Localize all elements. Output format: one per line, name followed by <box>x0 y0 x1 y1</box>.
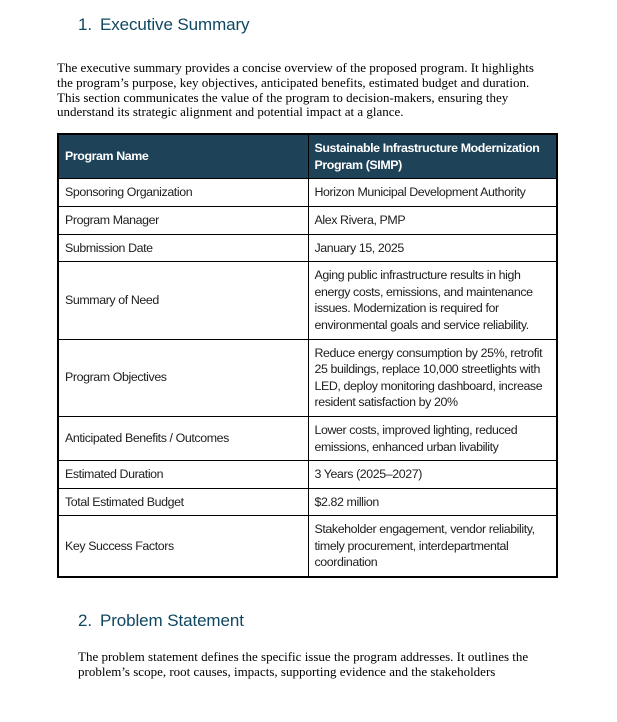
table-row <box>58 461 557 489</box>
table-row <box>58 416 557 460</box>
row-label-cell: Summary of Need <box>58 262 308 339</box>
section-1-number: 1. <box>78 15 92 34</box>
executive-summary-table <box>57 133 558 578</box>
row-label-cell: Program Objectives <box>58 339 308 416</box>
row-value-cell: Reduce energy consumption by 25%, retrofit 25 buildings, replace 10,000 streetlights with LED, deploy monitoring dashboard, increase resident satisfaction by 20% <box>308 339 557 416</box>
section-2-number: 2. <box>78 611 92 631</box>
row-value-cell: Aging public infrastructure results in high energy costs, emissions, and maintenance issues. Modernization is required for environmental goals and service reliability. <box>308 262 557 339</box>
row-label-cell: Total Estimated Budget <box>58 488 308 516</box>
section-2-heading <box>0 578 617 631</box>
row-value-cell: $2.82 million <box>308 488 557 516</box>
row-value-cell: Alex Rivera, PMP <box>308 206 557 234</box>
section-2-title: Problem Statement <box>100 611 244 631</box>
row-label-cell: Key Success Factors <box>58 516 308 577</box>
table-row <box>58 488 557 516</box>
row-value-cell: Lower costs, improved lighting, reduced emissions, enhanced urban livability <box>308 416 557 460</box>
table-row <box>58 516 557 577</box>
table-row <box>58 179 557 207</box>
table-row <box>58 262 557 339</box>
section-2-paragraph: The problem statement defines the specific issue the program addresses. It outlines the problem’s scope, root causes, impacts, supporting evidence and the stakeholders <box>78 649 529 679</box>
table-row <box>58 234 557 262</box>
row-label-cell: Sponsoring Organization <box>58 179 308 207</box>
row-value-cell: Stakeholder engagement, vendor reliability, timely procurement, interdepartmental coordination <box>308 516 557 577</box>
table-header-row <box>58 134 557 179</box>
row-value-cell: 3 Years (2025–2027) <box>308 461 557 489</box>
table-header-value-cell: Sustainable Infrastructure Modernization Program (SIMP) <box>308 134 557 179</box>
row-label-cell: Anticipated Benefits / Outcomes <box>58 416 308 460</box>
section-1-paragraph: The executive summary provides a concise overview of the proposed program. It highlights the program’s purpose, key objectives, anticipated benefits, estimated budget and duration. This section communicates the value of the program to decision-makers, ensuring they understand its strategic alignment and potential impact at a glance. <box>57 60 534 120</box>
table-row <box>58 206 557 234</box>
row-value-cell: Horizon Municipal Development Authority <box>308 179 557 207</box>
row-value-cell: January 15, 2025 <box>308 234 557 262</box>
section-1-title: Executive Summary <box>100 15 250 34</box>
row-label-cell: Program Manager <box>58 206 308 234</box>
row-label-cell: Estimated Duration <box>58 461 308 489</box>
section-1-heading <box>0 0 617 35</box>
table-header-label-cell: Program Name <box>58 134 308 179</box>
table-row <box>58 339 557 416</box>
row-label-cell: Submission Date <box>58 234 308 262</box>
